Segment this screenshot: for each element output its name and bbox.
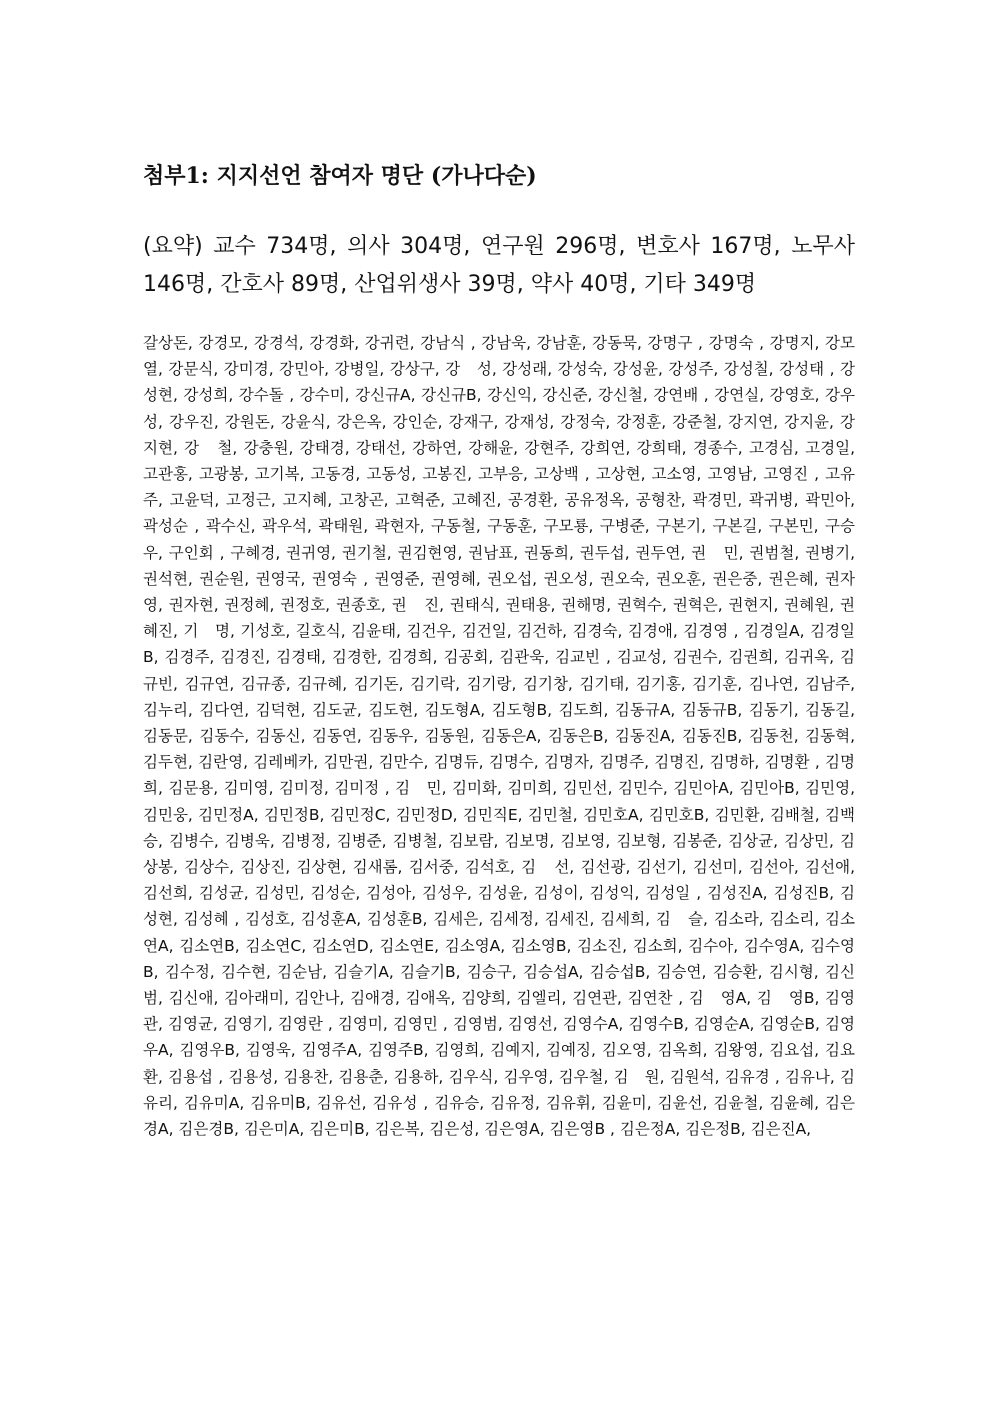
participant-names-list: 갈상돈, 강경모, 강경석, 강경화, 강귀련, 강남식 , 강남욱, 강남훈, 강동묵, 강명구 , 강명숙 , 강명지, 강모열, 강문식, 강미경, 강민아, 강병일, 강상구, 강 성, 강성래, 강성숙, 강성윤, 강성주, 강성칠, 강성태 , 강성현, 강성희, 강수돌 , 강수미, 강신규A, 강신규B, 강신익, 강신준, 강신철, 강연배 , 강연실, 강영호, 강우성, 강우진, 강원돈, 강윤식, 강은옥, 강인순, 강재구, 강재성, 강정숙, 강정훈, 강준철, 강지연, 강지윤, 강지현, 강 철, 강충원, 강태경, 강태선, 강하연, 강해윤, 강현주, 강희연, 강희태, 경종수, 고경심, 고경일, 고관홍, 고광봉, 고기복, 고동경, 고동성, 고봉진, 고부응, 고상백 , 고상현, 고소영, 고영남, 고영진 , 고유주, 고윤덕, 고정근, 고지혜, 고창곤, 고혁준, 고혜진, 공경환, 공유정옥, 공형찬, 곽경민, 곽귀병, 곽민아, 곽성순 , 곽수신, 곽우석, 곽태원, 곽현자, 구동철, 구동훈, 구모룡, 구병준, 구본기, 구본길, 구본민, 구승우, 구인회 , 구혜경, 권귀영, 권기철, 권김현영, 권남표, 권동희, 권두섭, 권두연, 권 민, 권범철, 권병기, 권석현, 권순원, 권영국, 권영숙 , 권영준, 권영혜, 권오섭, 권오성, 권오숙, 권오훈, 권은중, 권은혜, 권자영, 권자현, 권정혜, 권정호, 권종호, 권 진, 권태식, 권태용, 권해명, 권혁수, 권혁은, 권현지, 권혜원, 권혜진, 기 명, 기성호, 길호식, 김윤태, 김건우, 김건일, 김건하, 김경숙, 김경애, 김경영 , 김경일A, 김경일B, 김경주, 김경진, 김경태, 김경한, 김경희, 김공회, 김관욱, 김교빈 , 김교성, 김권수, 김권희, 김귀옥, 김규빈, 김규연, 김규종, 김규혜, 김기돈, 김기락, 김기랑, 김기창, 김기태, 김기홍, 김기훈, 김나연, 김남주, 김누리, 김다연, 김덕현, 김도균, 김도현, 김도형A, 김도형B, 김도희, 김동규A, 김동규B, 김동기, 김동길, 김동문, 김동수, 김동신, 김동연, 김동우, 김동원, 김동은A, 김동은B, 김동진A, 김동진B, 김동천, 김동혁, 김두현, 김란영, 김레베카, 김만권, 김만수, 김명듀, 김명수, 김명자, 김명주, 김명진, 김명하, 김명환 , 김명희, 김문용, 김미영, 김미정, 김미정 , 김 민, 김미화, 김미희, 김민선, 김민수, 김민아A, 김민아B, 김민영, 김민웅, 김민정A, 김민정B, 김민정C, 김민정D, 김민직E, 김민철, 김민호A, 김민호B, 김민환, 김배철, 김백승, 김병수, 김병욱, 김병정, 김병준, 김병철, 김보람, 김보명, 김보영, 김보형, 김봉준, 김상균, 김상민, 김상봉, 김상수, 김상진, 김상현, 김새롬, 김서중, 김석호, 김 선, 김선광, 김선기, 김선미, 김선아, 김선애, 김선희, 김성균, 김성민, 김성순, 김성아, 김성우, 김성윤, 김성이, 김성익, 김성일 , 김성진A, 김성진B, 김성현, 김성혜 , 김성호, 김성훈A, 김성훈B, 김세은, 김세정, 김세진, 김세희, 김 슬, 김소라, 김소리, 김소연A, 김소연B, 김소연C, 김소연D, 김소연E, 김소영A, 김소영B, 김소진, 김소희, 김수아, 김수영A, 김수영B, 김수정, 김수현, 김순남, 김슬기A, 김슬기B, 김승구, 김승섭A, 김승섭B, 김승연, 김승환, 김시형, 김신범, 김신애, 김아래미, 김안나, 김애경, 김애옥, 김양희, 김엘리, 김연관, 김연찬 , 김 영A, 김 영B, 김영관, 김영균, 김영기, 김영란 , 김영미, 김영민 , 김영범, 김영선, 김영수A, 김영수B, 김영순A, 김영순B, 김영우A, 김영우B, 김영욱, 김영주A, 김영주B, 김영희, 김예지, 김예징, 김오영, 김옥희, 김왕영, 김요섭, 김요환, 김용섭 , 김용성, 김용찬, 김용춘, 김용하, 김우식, 김우영, 김우철, 김 원, 김원석, 김유경 , 김유나, 김유리, 김유미A, 김유미B, 김유선, 김유성 , 김유승, 김유정, 김유휘, 김윤미, 김윤선, 김윤철, 김윤혜, 김은경A, 김은경B, 김은미A, 김은미B, 김은복, 김은성, 김은영A, 김은영B , 김은정A, 김은정B, 김은진A, — [143, 334, 855, 1139]
document-title: 첨부1: 지지선언 참여자 명단 (가나다순) — [143, 163, 537, 189]
summary-paragraph: (요약) 교수 734명, 의사 304명, 연구원 296명, 변호사 167명, 노무사 146명, 간호사 89명, 산업위생사 39명, 약사 40명, 기타 349명 — [143, 234, 855, 297]
